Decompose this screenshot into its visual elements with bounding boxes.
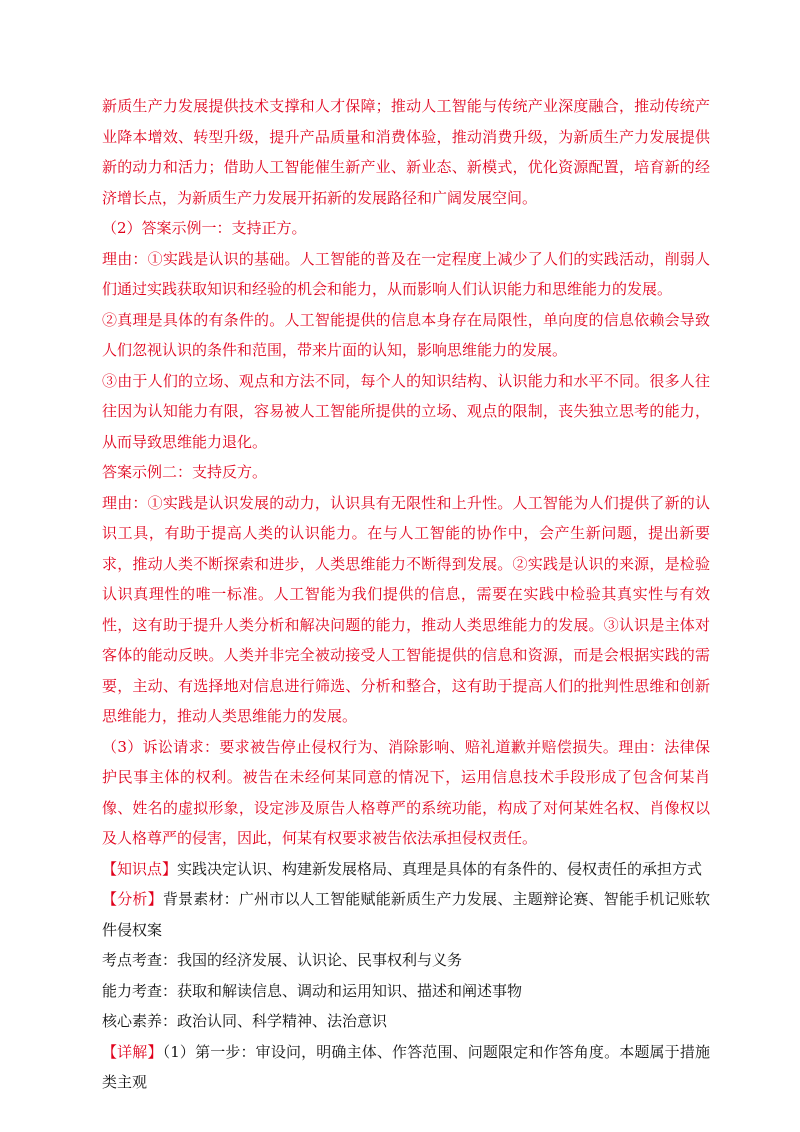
- reason-paragraph-1: 理由：①实践是认识的基础。人工智能的普及在一定程度上减少了人们的实践活动，削弱人们通过实践获取知识和经验的机会和能力，从而影响人们认识能力和思维能力的发展。: [102, 249, 710, 298]
- answer-2-example-2-heading: 答案示例二：支持反方。: [102, 463, 268, 481]
- reason-paragraph-4: 理由：①实践是认识发展的动力，认识具有无限性和上升性。人工智能为人们提供了新的认识工具，有助于提高人类的认识能力。在与人工智能的协作中，会产生新问题，提出新要求，推动人类不断探索和进步，人类思维能力不断得到发展。②实践是认识的来源，是检验认识真理性的唯一标准。人工智能为我们提供的信息，需要在实践中检验其真实性与有效性，这有助于提升人类分析和解决问题的能力，推动人类思维能力的发展。③认识是主体对客体的能动反映。人类并非完全被动接受人工智能提供的信息和资源，而是会根据实践的需要，主动、有选择地对信息进行筛选、分析和整合，这有助于提高人们的批判性思维和创新思维能力，推动人类思维能力的发展。: [102, 493, 710, 725]
- answer-3-paragraph: （3）诉讼请求：要求被告停止侵权行为、消除影响、赔礼道歉并赔偿损失。理由：法律保护民事主体的权利。被告在未经何某同意的情况下，运用信息技术手段形成了包含何某肖像、姓名的虚拟形象，设定涉及原告人格尊严的系统功能，构成了对何某姓名权、肖像权以及人格尊严的侵害，因此，何某有权要求被告依法承担侵权责任。: [102, 737, 710, 847]
- detail-tag: 【详解】: [102, 1042, 163, 1061]
- analysis-tag: 【分析】: [102, 890, 163, 908]
- knowledge-point-tag: 【知识点】: [102, 859, 178, 878]
- analysis-text: 背景素材：广州市以人工智能赋能新质生产力发展、主题辩论赛、智能手机记账软件侵权案: [102, 890, 710, 939]
- reason-paragraph-2: ②真理是具体的有条件的。人工智能提供的信息本身存在局限性，单向度的信息依赖会导致人们忽视认识的条件和范围，带来片面的认知，影响思维能力的发展。: [102, 310, 710, 359]
- knowledge-point-text: 实践决定认识、构建新发展格局、真理是具体的有条件的、侵权责任的承担方式: [177, 859, 703, 878]
- reason-paragraph-3: ③由于人们的立场、观点和方法不同，每个人的知识结构、认识能力和水平不同。很多人往往因为认知能力有限，容易被人工智能所提供的立场、观点的限制，丧失独立思考的能力，从而导致思维能力退化。: [102, 371, 710, 451]
- analysis-line: [102, 884, 710, 945]
- literacy-line: 核心素养：政治认同、科学精神、法治意识: [102, 1012, 388, 1030]
- knowledge-point-line: [102, 854, 710, 885]
- answer-2-example-1-heading: （2）答案示例一：支持正方。: [102, 219, 307, 237]
- detail-text: （1）第一步：审设问，明确主体、作答范围、问题限定和作答角度。本题属于措施类主观: [102, 1042, 710, 1091]
- exam-points-line: 考点考查：我国的经济发展、认识论、民事权利与义务: [102, 951, 463, 969]
- answer-paragraph-1: 新质生产力发展提供技术支撑和人才保障；推动人工智能与传统产业深度融合，推动传统产业降本增效、转型升级，提升产品质量和消费体验，推动消费升级，为新质生产力发展提供新的动力和活力；借助人工智能催生新产业、新业态、新模式，优化资源配置，培育新的经济增长点，为新质生产力发展开拓新的发展路径和广阔发展空间。: [102, 97, 710, 207]
- ability-line: 能力考查：获取和解读信息、调动和运用知识、描述和阐述事物: [102, 981, 523, 1000]
- detail-line: [102, 1037, 710, 1098]
